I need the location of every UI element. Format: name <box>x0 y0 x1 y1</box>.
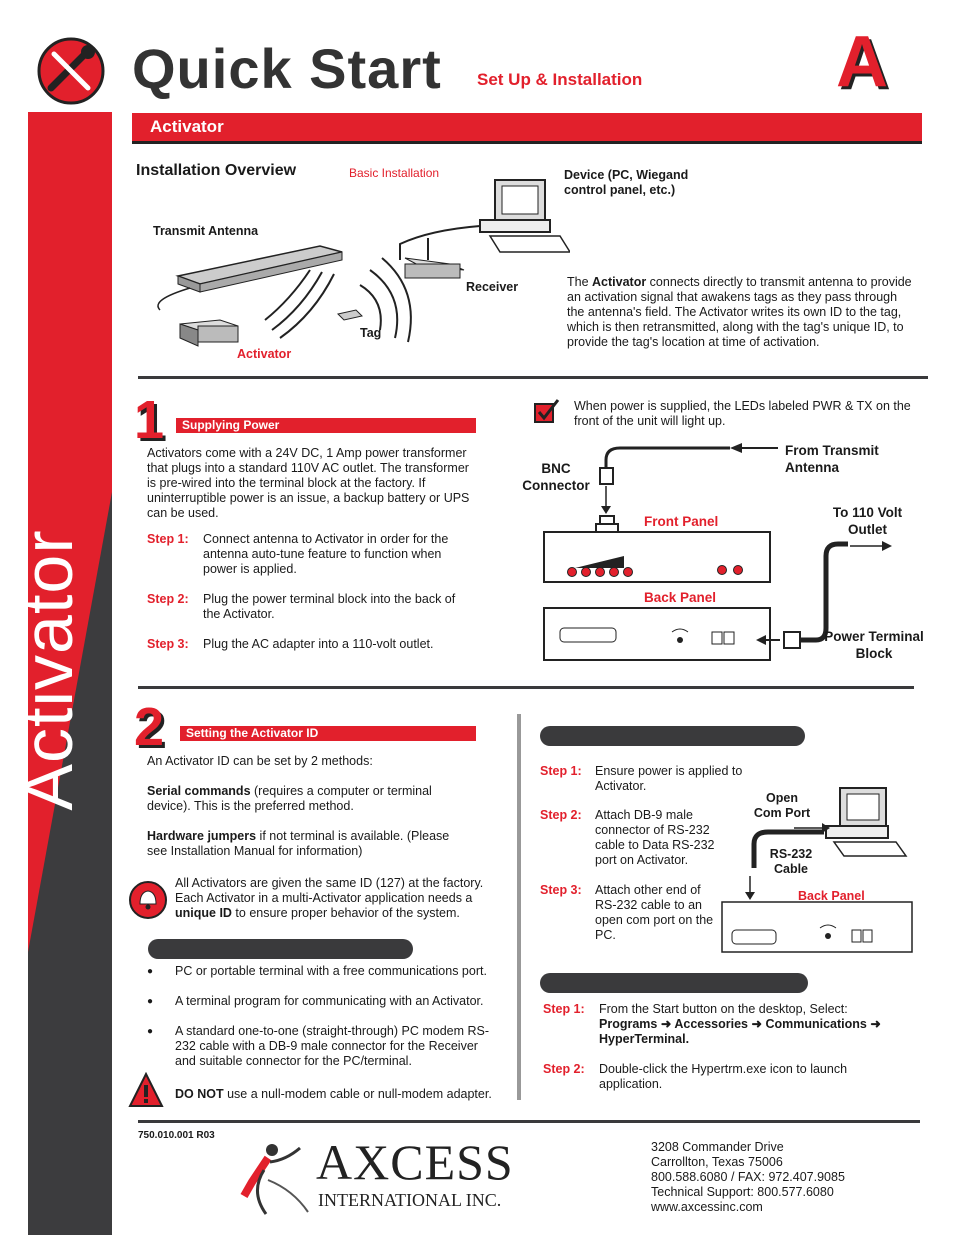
page-subtitle: Set Up & Installation <box>477 70 643 89</box>
null-modem-warning: DO NOT use a null-modem cable or null-modem adapter. <box>175 1087 492 1101</box>
s1-step2-text: Plug the power terminal block into the back of the Activator. <box>203 592 456 621</box>
label-rs232-cable: RS-232 Cable <box>769 847 813 876</box>
label-receiver: Receiver <box>466 280 519 294</box>
arrow-right-icon: ➜ <box>751 1017 762 1031</box>
label-power-block: Power Terminal Block <box>824 629 924 661</box>
s2-step3-text: Attach other end of RS-232 cable to an open com port on the PC. <box>595 883 714 942</box>
led <box>733 565 743 575</box>
hyperterminal-header-bar <box>540 973 808 993</box>
hyper-step2-text: Double-click the Hypertrm.exe icon to launch application. <box>599 1062 848 1091</box>
arrow-right-icon: ➜ <box>870 1017 881 1031</box>
overview-description: The Activator connects directly to transmit antenna to provide an activation signal that awakens tags as they pass through the antenna's field. The Activator writes its own ID to the tag, which is then retransmitted, along with the tag's unique ID, to provide the tag's location at time of activation. <box>567 275 912 349</box>
label-bnc: BNC Connector <box>522 461 590 493</box>
section2-title: Setting the Activator ID <box>180 726 476 741</box>
bullet-icon: ● <box>147 1026 154 1037</box>
hyper-step1-text: From the Start button on the desktop, Select: Programs ➜ Accessories ➜ Communications ➜ HyperTerminal. <box>599 1002 881 1046</box>
checkmark-icon <box>533 398 561 426</box>
connect-header-bar <box>540 726 805 746</box>
section1-intro: Activators come with a 24V DC, 1 Amp power transformer that plugs into a standard 110V AC outlet. The transformer is pre-wired into the terminal block at the factory. If uninterruptible power is an issue, a backup battery or UPS can be used. <box>147 446 470 520</box>
label-back-panel-2: Back Panel <box>798 889 865 903</box>
section2-intro: An Activator ID can be set by 2 methods: <box>147 754 373 768</box>
divider <box>138 686 914 689</box>
s2-step3-label: Step 3: <box>540 883 582 897</box>
hyper-step2-label: Step 2: <box>543 1062 585 1076</box>
company-subtitle: INTERNATIONAL INC. <box>318 1190 502 1210</box>
page-title: Quick Start <box>132 37 442 100</box>
company-name: AXCESS <box>316 1134 514 1190</box>
bullet-icon: ● <box>147 996 154 1007</box>
step-number-2: 2 <box>134 697 165 757</box>
s1-step1-label: Step 1: <box>147 532 189 546</box>
section1-note: When power is supplied, the LEDs labeled PWR & TX on the front of the unit will light up. <box>574 399 911 428</box>
step-number-1: 1 <box>134 390 165 450</box>
sidebar-word: Activator <box>9 529 87 811</box>
s2-step2-label: Step 2: <box>540 808 582 822</box>
led <box>595 567 605 577</box>
s1-step3-text: Plug the AC adapter into a 110-volt outlet. <box>203 637 434 651</box>
label-device: Device (PC, Wiegand control panel, etc.) <box>564 168 689 197</box>
led <box>567 567 577 577</box>
hyper-step1-label: Step 1: <box>543 1002 585 1016</box>
s1-step2-label: Step 2: <box>147 592 189 606</box>
alert-unique-id: All Activators are given the same ID (127) at the factory. Each Activator in a multi-Activator application needs a unique ID to ensure proper behavior of the system. <box>175 876 484 920</box>
axcess-logo <box>238 1140 318 1218</box>
arrow-right-icon: ➜ <box>660 1017 672 1031</box>
label-back-panel: Back Panel <box>644 590 717 605</box>
method-jumpers: Hardware jumpers if not terminal is available. (Please see Installation Manual for information) <box>147 829 450 858</box>
label-transmit-antenna: Transmit Antenna <box>153 224 259 238</box>
s1-step3-label: Step 3: <box>147 637 189 651</box>
label-open-com: Open Com Port <box>753 791 811 820</box>
led <box>609 567 619 577</box>
section-title-bar <box>132 113 922 144</box>
led <box>717 565 727 575</box>
requirement-item: PC or portable terminal with a free communications port. <box>175 964 487 978</box>
section-badge: A <box>836 22 888 102</box>
label-from-antenna: From Transmit Antenna <box>785 443 879 475</box>
bullet-icon: ● <box>147 966 154 977</box>
tools-icon <box>36 36 106 106</box>
column-divider <box>517 714 521 1100</box>
divider <box>138 376 928 379</box>
doc-number: 750.010.001 R03 <box>138 1130 215 1141</box>
led <box>623 567 633 577</box>
label-tag: Tag <box>360 326 382 340</box>
requirement-item: A standard one-to-one (straight-through) PC modem RS-232 cable with a DB-9 male connector for the Receiver and suitable connector for the PC/terminal. <box>175 1024 490 1068</box>
warning-icon <box>128 1072 164 1108</box>
s2-step1-text: Ensure power is applied to Activator. <box>595 764 743 793</box>
s2-step2-text: Attach DB-9 male connector of RS-232 cable to Data RS-232 port on Activator. <box>595 808 715 867</box>
requirements-header-bar <box>148 939 413 959</box>
section1-title: Supplying Power <box>176 418 476 433</box>
label-activator: Activator <box>237 347 292 361</box>
label-front-panel: Front Panel <box>644 514 719 529</box>
requirement-item: A terminal program for communicating with an Activator. <box>175 994 484 1008</box>
alarm-bell-icon <box>128 880 168 920</box>
overview-title: Installation Overview <box>136 162 297 179</box>
label-to-outlet: To 110 Volt Outlet <box>832 505 903 537</box>
address-block: 3208 Commander Drive Carrollton, Texas 75006 800.588.6080 / FAX: 972.407.9085 Technical Support: 800.577.6080 www.axcessinc.com <box>651 1140 845 1214</box>
divider <box>138 1120 920 1123</box>
s2-step1-label: Step 1: <box>540 764 582 778</box>
method-serial: Serial commands (requires a computer or terminal device). This is the preferred method. <box>147 784 432 813</box>
led <box>581 567 591 577</box>
overview-subtitle: Basic Installation <box>349 166 440 180</box>
section-title: Activator <box>150 117 224 136</box>
s1-step1-text: Connect antenna to Activator in order for the antenna auto-tune feature to function when power is applied. <box>203 532 449 576</box>
